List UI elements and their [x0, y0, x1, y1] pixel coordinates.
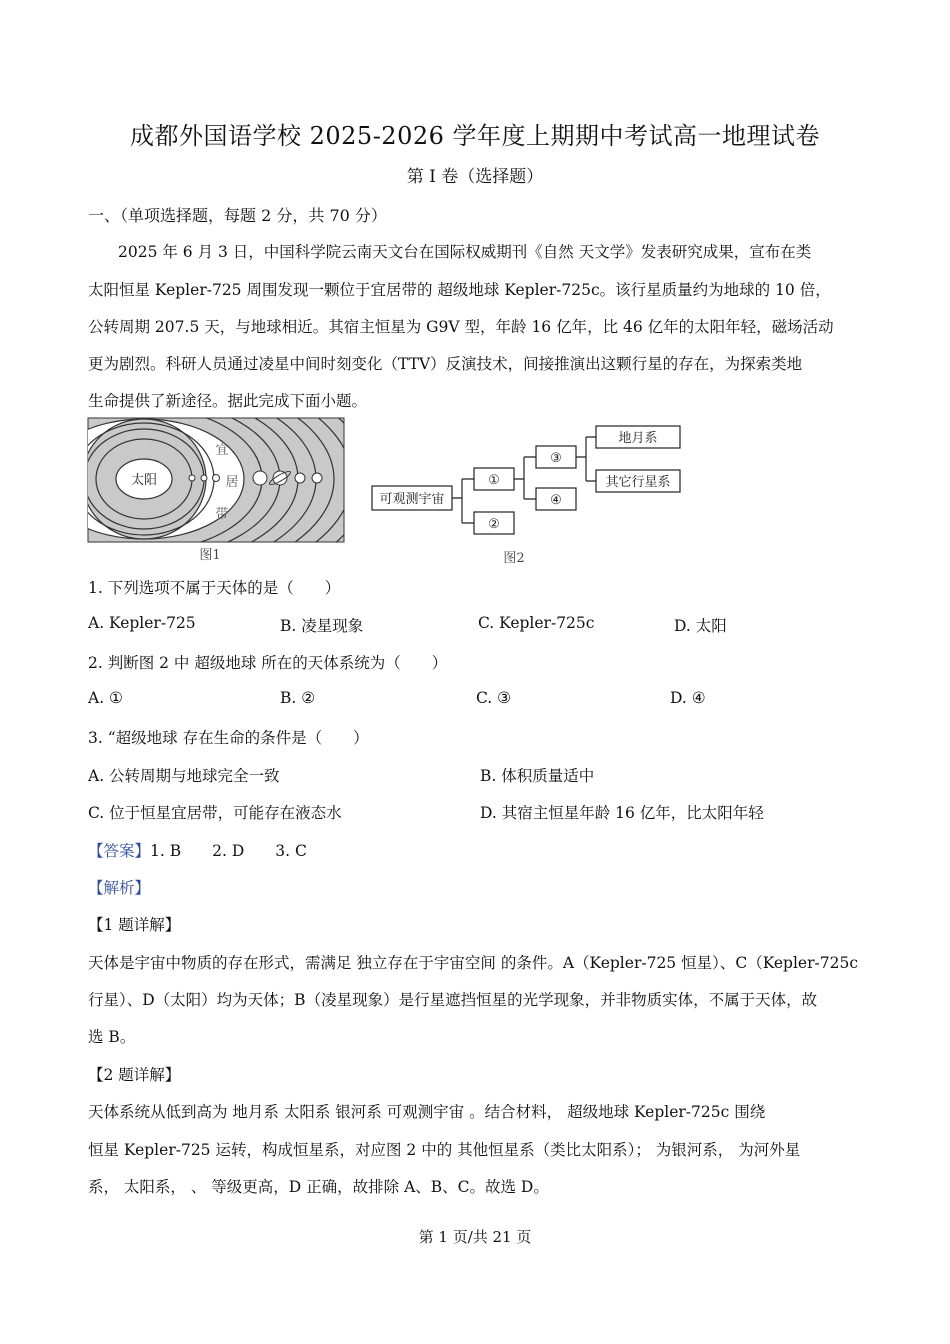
analysis-label: 【解析】 — [88, 879, 151, 897]
q1-option-b: B. 凌星现象 — [280, 617, 364, 635]
detail-2-label: 【2 题详解】 — [88, 1066, 181, 1084]
earth-moon-label: 地月系 — [618, 431, 658, 446]
figure-2-celestial-system — [370, 420, 690, 568]
q2-option-d: D. ④ — [670, 689, 706, 707]
detail-2-line-1: 天体系统从低到高为 地月系 太阳系 银河系 可观测宇宙 。结合材料， 超级地球 Kepler-725c 围绕 — [88, 1103, 766, 1121]
question-3-stem: 3. “超级地球 存在生命的条件是（ ） — [88, 729, 369, 747]
material-line-1: 2025 年 6 月 3 日，中国科学院云南天文台在国际权威期刊《自然 天文学》发表研究成果，宣布在类 — [118, 243, 812, 261]
figure-1-caption: 图1 — [199, 548, 221, 563]
node-3-label: ③ — [550, 451, 562, 466]
detail-1-line-2: 行星）、D（太阳）均为天体；B（凌星现象）是行星遮挡恒星的光学现象，并非物质实体，不属于天体，故 — [88, 991, 818, 1009]
q2-option-b: B. ② — [280, 689, 316, 707]
question-1-stem: 1. 下列选项不属于天体的是（ ） — [88, 579, 341, 597]
question-2-stem: 2. 判断图 2 中 超级地球 所在的天体系统为（ ） — [88, 654, 448, 672]
answer-text: 1. B 2. D 3. C — [150, 842, 307, 860]
figure-2-caption: 图2 — [503, 551, 525, 566]
node-4-label: ④ — [550, 493, 562, 508]
detail-1-label: 【1 题详解】 — [88, 916, 181, 934]
q2-option-a: A. ① — [88, 689, 123, 707]
detail-1-line-3: 选 B。 — [88, 1028, 136, 1046]
detail-2-line-2: 恒星 Kepler-725 运转，构成恒星系，对应图 2 中的 其他恒星系（类比太阳系）； 为银河系， 为河外星 — [88, 1141, 801, 1159]
zone-char-1: 宜 — [215, 443, 229, 458]
figure-1-habitable-zone — [86, 416, 348, 566]
material-line-2: 太阳恒星 Kepler-725 周围发现一颗位于宜居带的 超级地球 Kepler-725c。该行星质量约为地球的 10 倍， — [88, 281, 831, 299]
other-system-label: 其它行星系 — [605, 475, 671, 490]
material-line-5: 生命提供了新途径。据此完成下面小题。 — [88, 392, 368, 410]
page-number: 第 1 页/共 21 页 — [418, 1228, 532, 1246]
q3-option-c: C. 位于恒星宜居带，可能存在液态水 — [88, 804, 342, 822]
page-title: 成都外国语学校 2025-2026 学年度上期期中考试高一地理试卷 — [129, 122, 821, 150]
q3-option-a: A. 公转周期与地球完全一致 — [88, 767, 280, 785]
q1-option-a: A. Kepler-725 — [88, 614, 196, 632]
section-heading: 一、（单项选择题，每题 2 分，共 70 分） — [88, 206, 387, 225]
q3-option-d: D. 其宿主恒星年龄 16 亿年，比太阳年轻 — [480, 804, 764, 822]
material-line-3: 公转周期 207.5 天，与地球相近。其宿主恒星为 G9V 型，年龄 16 亿年，比 46 亿年的太阳年轻，磁场活动 — [88, 318, 834, 336]
q2-option-c: C. ③ — [476, 689, 512, 707]
detail-1-line-1: 天体是宇宙中物质的存在形式，需满足 独立存在于宇宙空间 的条件。A（Kepler-725 恒星）、C（Kepler-725c — [88, 954, 859, 972]
root-label: 可观测宇宙 — [379, 492, 445, 507]
node-1-label: ① — [488, 473, 500, 488]
zone-char-3: 带 — [215, 507, 229, 522]
zone-char-2: 居 — [225, 475, 239, 490]
node-2-label: ② — [488, 517, 500, 532]
volume-heading: 第 I 卷（选择题） — [406, 167, 544, 187]
answer-label: 【答案】 — [88, 842, 151, 860]
answer-row — [88, 839, 307, 861]
planet-large-icon — [253, 471, 267, 485]
detail-2-line-3: 系， 太阳系， 、 等级更高，D 正确，故排除 A、B、C。故选 D。 — [88, 1178, 549, 1196]
q1-option-c: C. Kepler-725c — [478, 614, 595, 632]
sun-label: 太阳 — [130, 473, 158, 488]
q1-option-d: D. 太阳 — [674, 617, 727, 635]
q3-option-b: B. 体积质量适中 — [480, 767, 595, 785]
material-line-4: 更为剧烈。科研人员通过凌星中间时刻变化（TTV）反演技术，间接推演出这颗行星的存在，为探索类地 — [88, 355, 803, 373]
